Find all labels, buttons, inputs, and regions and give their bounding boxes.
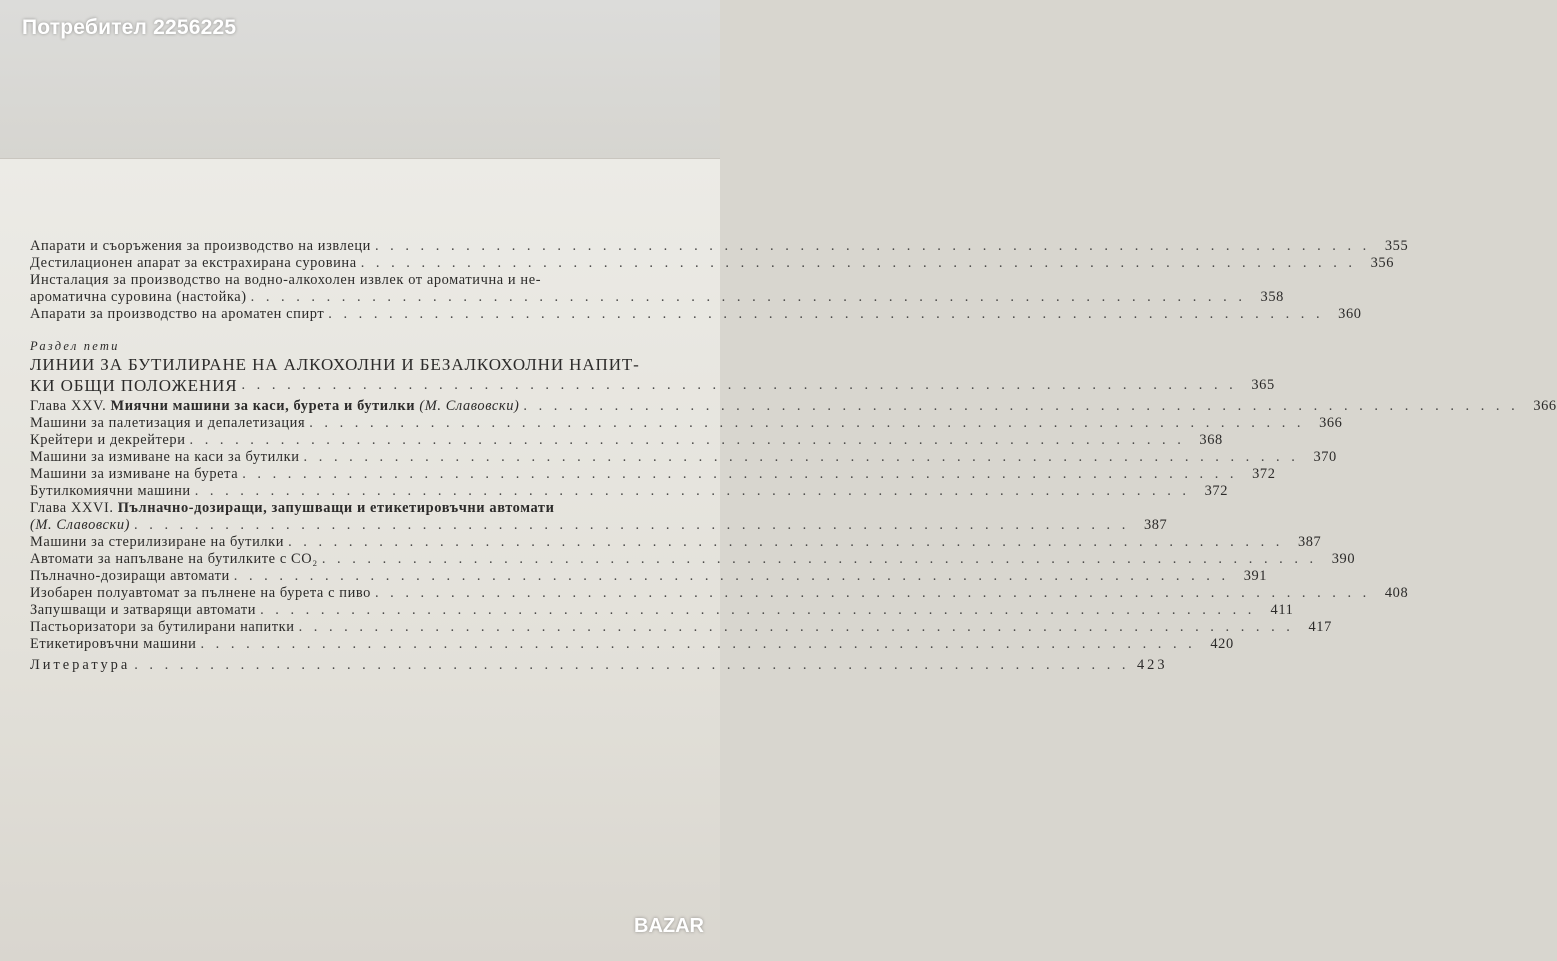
toc-entry-page: 423 bbox=[1136, 657, 1168, 673]
toc-entry-page: 356 bbox=[1370, 255, 1395, 271]
toc-entry bbox=[30, 483, 1228, 500]
dot-leader: . . . . . . . . . . . . . . . . . . . . . . . . . . . . . . . . . . . . . . . . . . . . . . . . . . . . . . . . . . . . . . . . . . bbox=[374, 238, 1371, 254]
toc-entry-page: 390 bbox=[1331, 551, 1356, 567]
toc-entry-page: 417 bbox=[1308, 619, 1332, 635]
chapter-name: Пълначно-дозиращи, запушващи и етикетировъчни автомати bbox=[117, 500, 555, 516]
toc-entry-page: 391 bbox=[1243, 568, 1268, 584]
dot-leader: . . . . . . . . . . . . . . . . . . . . . . . . . . . . . . . . . . . . . . . . . . . . . . . . . . . . . . . . . . . . . . . . . . bbox=[523, 398, 1519, 414]
toc-entry-page: 372 bbox=[1204, 483, 1228, 499]
toc-entry-page: 360 bbox=[1338, 306, 1362, 322]
toc-entry-page: 370 bbox=[1313, 449, 1337, 465]
toc-entry-page: 408 bbox=[1384, 585, 1409, 601]
toc-entry-title: Етикетировъчни машини bbox=[30, 636, 197, 652]
toc-entry-title: Пълначно-дозиращи автомати bbox=[30, 568, 230, 584]
toc-entry-title: Пастьоризатори за бутилирани напитки bbox=[30, 619, 295, 635]
toc-entry bbox=[30, 238, 1409, 255]
toc-entry-title: Машини за стерилизиране на бутилки bbox=[30, 534, 285, 550]
chapter-author: (М. Славовски) bbox=[30, 517, 131, 533]
bazar-logo: BAZAR bbox=[634, 915, 704, 937]
toc-entry-page: 420 bbox=[1210, 636, 1234, 652]
user-watermark: Потребител 2256225 bbox=[22, 16, 237, 39]
toc-entry bbox=[30, 432, 1223, 449]
dot-leader: . . . . . . . . . . . . . . . . . . . . . . . . . . . . . . . . . . . . . . . . . . . . . . . . . . . . . . . . . . . . . . . . . . bbox=[374, 585, 1371, 601]
chapter-entry bbox=[30, 517, 1168, 534]
toc-entry-page: 387 bbox=[1297, 534, 1322, 550]
toc-entry bbox=[30, 636, 1234, 653]
toc-entry bbox=[30, 415, 1343, 432]
toc-entry bbox=[30, 466, 1276, 483]
dot-leader: . . . . . . . . . . . . . . . . . . . . . . . . . . . . . . . . . . . . . . . . . . . . . . . . . . . . . . . . . . . . . . . . . . bbox=[298, 619, 1294, 635]
dot-leader: . . . . . . . . . . . . . . . . . . . . . . . . . . . . . . . . . . . . . . . . . . . . . . . . . . . . . . . . . . . . . . . . . . bbox=[360, 255, 1357, 271]
toc-entry bbox=[30, 255, 1395, 272]
toc-entry-page: 365 bbox=[1251, 377, 1275, 393]
chapter-entry bbox=[30, 398, 1557, 415]
section-title-line2: КИ ОБЩИ ПОЛОЖЕНИЯ bbox=[30, 376, 238, 395]
toc-entry-page: 366 bbox=[1533, 398, 1557, 414]
toc-entry bbox=[30, 449, 1337, 466]
toc-entry-title: Дестилационен апарат за екстрахирана суровина bbox=[30, 255, 357, 271]
toc-entry bbox=[30, 619, 1332, 636]
toc-entry-title-line2: ароматична суровина (настойка) bbox=[30, 289, 247, 305]
dot-leader: . . . . . . . . . . . . . . . . . . . . . . . . . . . . . . . . . . . . . . . . . . . . . . . . . . . . . . . . . . . . . . . . . . bbox=[241, 377, 1237, 393]
toc-entry-title: Апарати и съоръжения за производство на извлеци bbox=[30, 238, 371, 254]
chapter-title bbox=[30, 398, 519, 415]
toc-entry-title: Машини за измиване на каси за бутилки bbox=[30, 449, 300, 465]
section-title-line1: ЛИНИИ ЗА БУТИЛИРАНЕ НА АЛКОХОЛНИ И БЕЗАЛКОХОЛНИ НАПИТ- bbox=[30, 355, 640, 374]
toc-entry bbox=[30, 534, 1322, 551]
toc-entry-title-line1: Инсталация за производство на водно-алкохолен извлек от ароматична и не- bbox=[30, 272, 542, 288]
section-label: Раздел пети bbox=[30, 339, 120, 353]
toc-entry-title: Машини за измиване на бурета bbox=[30, 466, 239, 482]
toc-entry-title: Запушващи и затварящи автомати bbox=[30, 602, 257, 618]
dot-leader: . . . . . . . . . . . . . . . . . . . . . . . . . . . . . . . . . . . . . . . . . . . . . . . . . . . . . . . . . . . . . . . . . . bbox=[260, 602, 1256, 618]
dot-leader: . . . . . . . . . . . . . . . . . . . . . . . . . . . . . . . . . . . . . . . . . . . . . . . . . . . . . . . . . . . . . . . . . . bbox=[303, 449, 1299, 465]
dot-leader: . . . . . . . . . . . . . . . . . . . . . . . . . . . . . . . . . . . . . . . . . . . . . . . . . . . . . . . . . . . . . . . . . . bbox=[328, 306, 1324, 322]
toc-entry-title: Бутилкомиячни машини bbox=[30, 483, 191, 499]
toc-entry bbox=[30, 375, 1275, 396]
dot-leader: . . . . . . . . . . . . . . . . . . . . . . . . . . . . . . . . . . . . . . . . . . . . . . . . . . . . . . . . . . . . . . . . . . bbox=[288, 534, 1284, 550]
dot-leader: . . . . . . . . . . . . . . . . . . . . . . . . . . . . . . . . . . . . . . . . . . . . . . . . . . . . . . . . . . . . . . . . . . bbox=[250, 289, 1246, 305]
toc-entry-page: 387 bbox=[1143, 517, 1168, 533]
toc-entry bbox=[30, 306, 1362, 323]
toc-entry-page: 372 bbox=[1252, 466, 1276, 482]
chapter-title bbox=[30, 500, 710, 517]
dot-leader: . . . . . . . . . . . . . . . . . . . . . . . . . . . . . . . . . . . . . . . . . . . . . . . . . . . . . . . . . . . . . . . . . . bbox=[321, 551, 1318, 567]
toc-entry bbox=[30, 585, 1409, 602]
toc-entry bbox=[30, 289, 1284, 306]
dot-leader: . . . . . . . . . . . . . . . . . . . . . . . . . . . . . . . . . . . . . . . . . . . . . . . . . . . . . . . . . . . . . . . . . . bbox=[189, 432, 1185, 448]
toc-entry-page: 355 bbox=[1384, 238, 1409, 254]
chapter-name: Миячни машини за каси, бурета и бутилки bbox=[110, 398, 416, 414]
toc-entry-page: 366 bbox=[1319, 415, 1343, 431]
toc-entry bbox=[30, 568, 1268, 585]
chapter-prefix: Глава XXV. bbox=[30, 398, 107, 414]
dot-leader: . . . . . . . . . . . . . . . . . . . . . . . . . . . . . . . . . . . . . . . . . . . . . . . . . . . . . . . . . . . . . . . . . . bbox=[134, 657, 1130, 673]
chapter-prefix: Глава XXVI. bbox=[30, 500, 114, 516]
dot-leader: . . . . . . . . . . . . . . . . . . . . . . . . . . . . . . . . . . . . . . . . . . . . . . . . . . . . . . . . . . . . . . . . . . bbox=[309, 415, 1305, 431]
toc-entry-page: 411 bbox=[1270, 602, 1294, 618]
dot-leader: . . . . . . . . . . . . . . . . . . . . . . . . . . . . . . . . . . . . . . . . . . . . . . . . . . . . . . . . . . . . . . . . . . bbox=[242, 466, 1238, 482]
bibliography-title: Литература bbox=[30, 657, 131, 673]
toc-entry-title: Апарати за производство на ароматен спирт bbox=[30, 306, 325, 322]
table-of-contents bbox=[30, 238, 1557, 674]
toc-entry bbox=[30, 602, 1294, 619]
dot-leader: . . . . . . . . . . . . . . . . . . . . . . . . . . . . . . . . . . . . . . . . . . . . . . . . . . . . . . . . . . . . . . . . . . bbox=[194, 483, 1190, 499]
toc-entry-page: 368 bbox=[1199, 432, 1223, 448]
toc-entry-title: Крейтери и декрейтери bbox=[30, 432, 186, 448]
dot-leader: . . . . . . . . . . . . . . . . . . . . . . . . . . . . . . . . . . . . . . . . . . . . . . . . . . . . . . . . . . . . . . . . . . bbox=[200, 636, 1196, 652]
dot-leader: . . . . . . . . . . . . . . . . . . . . . . . . . . . . . . . . . . . . . . . . . . . . . . . . . . . . . . . . . . . . . . . . . . bbox=[233, 568, 1230, 584]
toc-entry-title: Автомати за напълване на бутилките с CO₂ bbox=[30, 551, 318, 567]
bibliography-entry bbox=[30, 657, 1168, 674]
toc-entry bbox=[30, 551, 1356, 568]
dot-leader: . . . . . . . . . . . . . . . . . . . . . . . . . . . . . . . . . . . . . . . . . . . . . . . . . . . . . . . . . . . . . . . . . . bbox=[134, 517, 1130, 533]
toc-entry-title: Машини за палетизация и депалетизация bbox=[30, 415, 306, 431]
toc-entry-title: Изобарен полуавтомат за пълнене на бурета с пиво bbox=[30, 585, 371, 601]
chapter-author: (М. Славовски) bbox=[419, 398, 520, 414]
toc-entry-page: 358 bbox=[1260, 289, 1284, 305]
